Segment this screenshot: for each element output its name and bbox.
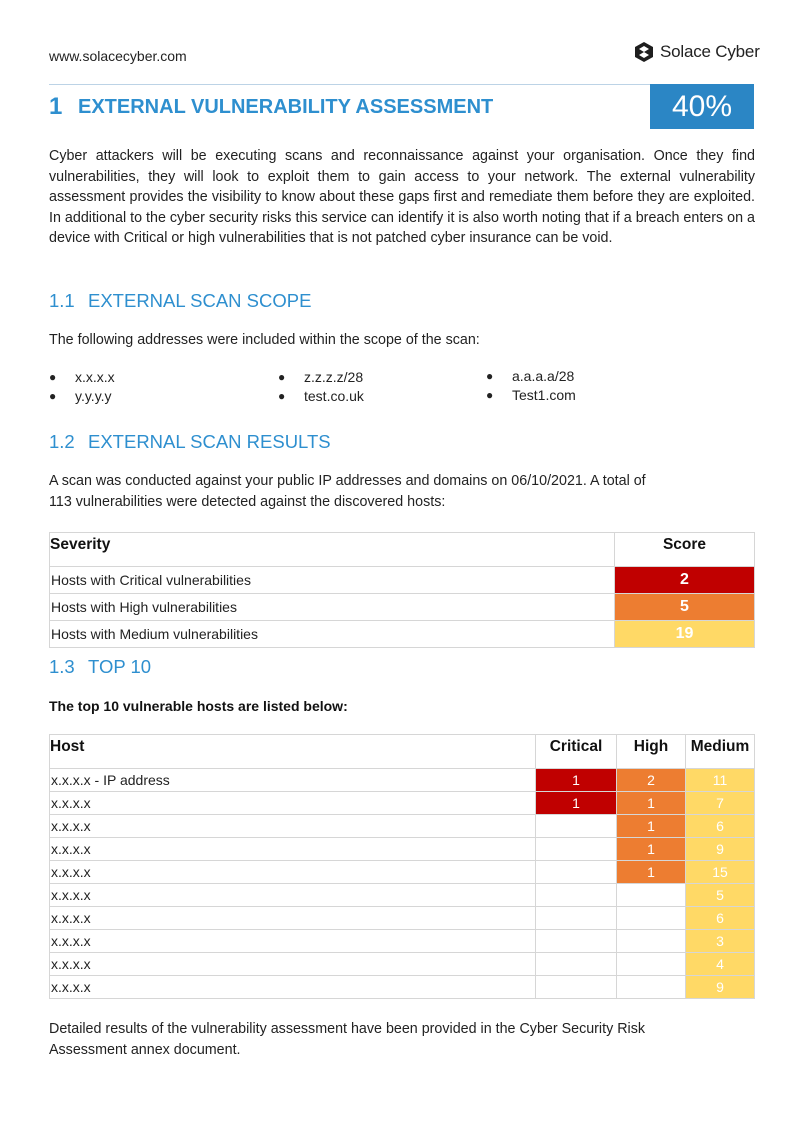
host-cell: x.x.x.x - IP address [50,769,536,792]
intro-paragraph: Cyber attackers will be executing scans and reconnaissance against your organisation. Once they find vulnerabilities, they will look to exploit them to gain access to your network. The external vulnerability assessment provides the visibility to know about these gaps first and remediate them before they are exploited. In additional to the cyber security risks this service can identify it is also worth noting that if a breach enters on a device with Critical or high vulnerabilities that is not patched cyber insurance can be void. [49,148,755,247]
critical-cell: 1 [536,769,617,792]
scope-text: The following addresses were included within the scope of the scan: [49,332,480,348]
host-cell: x.x.x.x [50,838,536,861]
scope-title: EXTERNAL SCAN SCOPE [88,290,312,311]
medium-cell: 3 [686,930,755,953]
table-row [50,907,755,930]
medium-header: Medium [686,735,755,769]
critical-cell [536,815,617,838]
footer-text: Detailed results of the vulnerability assessment have been provided in the Cyber Security Risk Assessment annex document. [49,1021,646,1058]
high-header: High [617,735,686,769]
list-item: ● y.y.y.y [49,387,112,404]
list-item: ● test.co.uk [278,387,364,404]
scope-list-col-1 [49,367,115,405]
critical-cell [536,907,617,930]
top10-number: 1.3 [49,656,75,677]
table-row [50,815,755,838]
high-score: 5 [615,594,755,621]
critical-cell: 1 [536,792,617,815]
table-header-row [50,735,755,769]
medium-cell: 4 [686,953,755,976]
table-row [50,976,755,999]
host-cell: x.x.x.x [50,792,536,815]
table-row [50,838,755,861]
row-label: Hosts with High vulnerabilities [50,594,615,621]
header-rule [49,84,650,85]
high-cell [617,976,686,999]
list-item: ● Test1.com [486,386,576,403]
table-row [50,930,755,953]
medium-cell: 15 [686,861,755,884]
score-badge: 40% [650,84,754,129]
brand-logo [634,41,760,63]
critical-score: 2 [615,567,755,594]
medium-cell: 9 [686,838,755,861]
scope-number: 1.1 [49,290,75,311]
critical-header: Critical [536,735,617,769]
host-header: Host [50,735,536,769]
host-cell: x.x.x.x [50,815,536,838]
table-row [50,567,755,594]
critical-cell [536,884,617,907]
host-cell: x.x.x.x [50,861,536,884]
severity-table [49,532,755,648]
host-cell: x.x.x.x [50,907,536,930]
top10-subtitle: The top 10 vulnerable hosts are listed below: [49,698,348,714]
brand-name: Solace Cyber [660,42,760,61]
table-header-row [50,533,755,567]
section-number: 1 [49,93,63,120]
high-cell [617,953,686,976]
results-text: A scan was conducted against your public IP addresses and domains on 06/10/2021. A total of 113 vulnerabilities were detected against the discovered hosts: [49,473,646,510]
row-label: Hosts with Critical vulnerabilities [50,567,615,594]
host-cell: x.x.x.x [50,953,536,976]
list-item: ● x.x.x.x [49,368,115,385]
list-item: ● a.a.a.a/28 [486,367,575,384]
critical-cell [536,861,617,884]
score-header: Score [615,533,755,567]
critical-cell [536,976,617,999]
medium-cell: 5 [686,884,755,907]
table-row [50,861,755,884]
top10-table [49,734,755,999]
results-title: EXTERNAL SCAN RESULTS [88,431,331,452]
high-cell: 1 [617,792,686,815]
high-cell: 2 [617,769,686,792]
results-number: 1.2 [49,431,75,452]
medium-cell: 6 [686,815,755,838]
table-row [50,769,755,792]
host-cell: x.x.x.x [50,976,536,999]
critical-cell [536,838,617,861]
scope-list-col-2 [278,367,364,405]
row-label: Hosts with Medium vulnerabilities [50,621,615,648]
solace-logo-icon [634,41,654,63]
high-cell [617,930,686,953]
top10-title: TOP 10 [88,656,152,677]
medium-cell: 11 [686,769,755,792]
medium-cell: 7 [686,792,755,815]
medium-cell: 9 [686,976,755,999]
critical-cell [536,930,617,953]
results-heading [49,431,331,453]
table-row [50,953,755,976]
scope-heading [49,290,311,312]
high-cell [617,884,686,907]
table-row [50,594,755,621]
medium-cell: 6 [686,907,755,930]
high-cell [617,907,686,930]
scope-list-col-3 [486,366,576,404]
severity-header: Severity [50,533,615,567]
list-item: ● z.z.z.z/28 [278,368,364,385]
section-title: EXTERNAL VULNERABILITY ASSESSMENT [78,96,494,118]
table-row [50,884,755,907]
table-row [50,621,755,648]
table-row [50,792,755,815]
top10-heading [49,656,151,678]
critical-cell [536,953,617,976]
high-cell: 1 [617,815,686,838]
host-cell: x.x.x.x [50,884,536,907]
high-cell: 1 [617,838,686,861]
website-url: www.solacecyber.com [49,48,187,64]
host-cell: x.x.x.x [50,930,536,953]
high-cell: 1 [617,861,686,884]
medium-score: 19 [615,621,755,648]
